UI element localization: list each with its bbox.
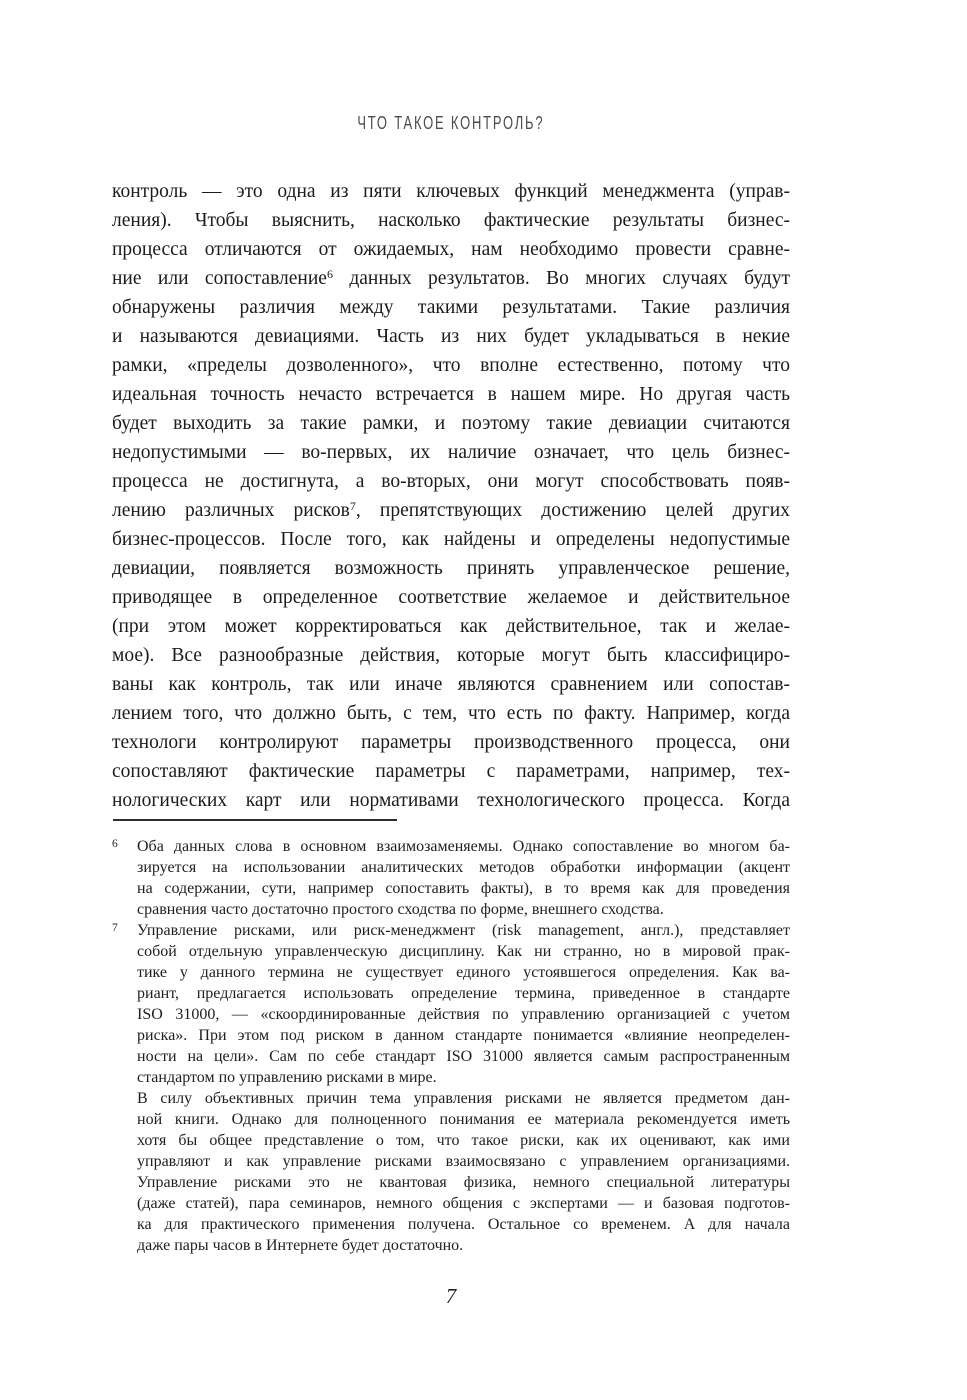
text-line: зируется на использовании аналитических методов обработки информации (акцент (137, 859, 790, 876)
text-line: ваны как контроль, так или иначе являются сравнением или сопостав- (112, 674, 790, 695)
running-header-text: ЧТО ТАКОЕ КОНТРОЛЬ? (357, 113, 545, 133)
text-line: риант, предлагается использовать определение термина, приведенное в стандарте (137, 985, 790, 1002)
text-line: девиации, появляется возможность принять управленческое решение, (112, 558, 790, 579)
text-line: ние или сопоставление$^6$ данных результатов. Во многих случаях будут (112, 267, 790, 289)
footnote-item (112, 836, 790, 920)
footnote-paragraph (137, 836, 790, 920)
text-line: тике у данного термина не существует единого устоявшегося определения. Как ва- (137, 964, 790, 981)
text-line: ления). Чтобы выяснить, насколько фактические результаты бизнес- (112, 210, 790, 231)
text-line: В силу объективных причин тема управления рисками не является предметом дан- (137, 1090, 790, 1107)
text-line: риска». При этом под риском в данном стандарте понимается «влияние неопределен- (137, 1027, 790, 1044)
text-line: рамки, «пределы дозволенного», что вполне естественно, потому что (112, 355, 790, 376)
text-line: процесса не достигнута, а во-вторых, они могут способствовать появ- (112, 471, 790, 492)
text-line: собой отдельную управленческую дисциплину. Как ни странно, но в мировой прак- (137, 943, 790, 960)
text-line: ной книги. Однако для полноценного понимания ее материала рекомендуется иметь (137, 1111, 790, 1128)
text-line: приводящее в определенное соответствие желаемое и действительное (112, 587, 790, 608)
text-line: (при этом может корректироваться как действительное, так и желае- (112, 616, 790, 637)
page-number: 7 (445, 1284, 457, 1308)
footnote-paragraph (137, 1088, 790, 1256)
body-paragraph (112, 177, 790, 815)
text-line: ка для практического применения получена. Остальное со временем. А для начала (137, 1216, 790, 1233)
text-line: хотя бы общее представление о том, что такое риски, как их оценивают, как ими (137, 1132, 790, 1149)
text-line: идеальная точность нечасто встречается в нашем мире. Но другая часть (112, 384, 790, 405)
text-line: сопоставляют фактические параметры с параметрами, например, тех- (112, 761, 790, 782)
text-line: управляют и как управление рисками взаимосвязано с управлением организациями. (137, 1153, 790, 1170)
footnotes-section (112, 836, 790, 1256)
footnote-reference: 7 (349, 499, 356, 513)
text-line: будет выходить за такие рамки, и поэтому такие девиации считаются (112, 413, 790, 434)
footnote-marker: 7 (112, 922, 118, 934)
text-line: Управление рисками это не квантовая физика, немного специальной литературы (137, 1174, 790, 1191)
footnote-item (112, 920, 790, 1256)
footnote-paragraph (137, 920, 790, 1088)
footnote-text (137, 836, 790, 920)
text-line: Управление рисками, или риск-менеджмент (risk management, англ.), представляет (137, 922, 790, 939)
text-line: обнаружены различия между такими результатами. Такие различия (112, 297, 790, 318)
footnote-reference: 6 (326, 267, 333, 281)
running-header (112, 112, 790, 134)
footnote-separator (113, 819, 397, 821)
text-line: Оба данных слова в основном взаимозаменяемы. Однако сопоставление во многом ба- (137, 838, 790, 855)
footnote-marker: 6 (112, 838, 118, 850)
text-line: бизнес-процессов. После того, как найдены и определены недопустимые (112, 529, 790, 550)
text-line: мое). Все разнообразные действия, которые могут быть классифициро- (112, 645, 790, 666)
footnote-text (137, 920, 790, 1256)
text-line: лению различных рисков$^7$, препятствующих достижению целей других (112, 499, 790, 521)
text-line: даже пары часов в Интернете будет достаточно. (137, 1237, 464, 1254)
text-line: контроль — это одна из пяти ключевых функций менеджмента (управ- (112, 181, 790, 202)
text-line: сравнения часто достаточно простого сходства по форме, внешнего сходства. (137, 901, 664, 918)
text-line: технологи контролируют параметры производственного процесса, они (112, 732, 790, 753)
text-line: ISO 31000, — «скоординированные действия по управлению организацией с учетом (137, 1006, 790, 1023)
text-line: лением того, что должно быть, с тем, что есть по факту. Например, когда (112, 703, 790, 724)
text-line: ности на цели». Сам по себе стандарт ISO 31000 является самым распространенным (137, 1048, 790, 1065)
text-line: и называются девиациями. Часть из них будет укладываться в некие (112, 326, 790, 347)
text-line: на содержании, сути, например сопоставить факты), в то время как для проведения (137, 880, 790, 897)
text-line: стандартом по управлению рисками в мире. (137, 1069, 437, 1086)
text-line: нологических карт или нормативами технологического процесса. Когда (112, 790, 790, 811)
text-line: недопустимыми — во-первых, их наличие означает, что цель бизнес- (112, 442, 790, 463)
text-line: (даже статей), пара семинаров, немного общения с экспертами — и базовая подготов- (137, 1195, 790, 1212)
text-line: процесса отличаются от ожидаемых, нам необходимо провести сравне- (112, 239, 790, 260)
